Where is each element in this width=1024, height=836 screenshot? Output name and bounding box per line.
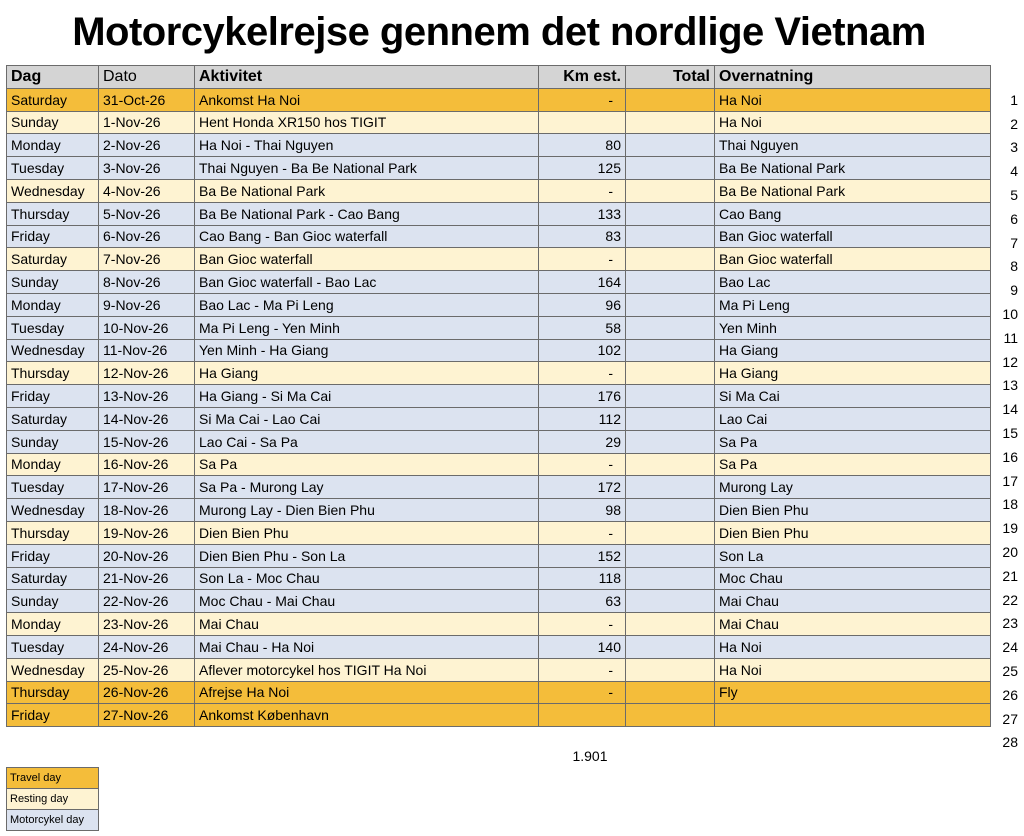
cell-total xyxy=(626,453,715,476)
cell-km: - xyxy=(539,362,626,385)
cell-aktivitet: Thai Nguyen - Ba Be National Park xyxy=(195,157,539,180)
cell-km: 112 xyxy=(539,407,626,430)
table-row xyxy=(7,202,991,225)
cell-dato: 10-Nov-26 xyxy=(99,316,195,339)
cell-dag: Monday xyxy=(7,134,99,157)
table-row xyxy=(7,111,991,134)
cell-aktivitet: Ha Giang xyxy=(195,362,539,385)
cell-total xyxy=(626,293,715,316)
table-row xyxy=(7,521,991,544)
cell-km: 164 xyxy=(539,271,626,294)
cell-km: 118 xyxy=(539,567,626,590)
cell-dato: 6-Nov-26 xyxy=(99,225,195,248)
cell-dag: Saturday xyxy=(7,567,99,590)
cell-dato: 18-Nov-26 xyxy=(99,499,195,522)
cell-aktivitet: Ankomst København xyxy=(195,704,539,727)
cell-dato: 19-Nov-26 xyxy=(99,521,195,544)
cell-dag: Tuesday xyxy=(7,157,99,180)
cell-km: 96 xyxy=(539,293,626,316)
cell-overnatning: Mai Chau xyxy=(715,590,991,613)
cell-dag: Saturday xyxy=(7,88,99,111)
row-number: 3 xyxy=(1010,139,1018,156)
cell-overnatning: Mai Chau xyxy=(715,613,991,636)
cell-km: - xyxy=(539,521,626,544)
cell-aktivitet: Moc Chau - Mai Chau xyxy=(195,590,539,613)
cell-overnatning: Lao Cai xyxy=(715,407,991,430)
cell-dato: 9-Nov-26 xyxy=(99,293,195,316)
legend-motorcykel-day: Motorcykel day xyxy=(7,810,99,831)
cell-km xyxy=(539,111,626,134)
cell-dag: Friday xyxy=(7,225,99,248)
cell-dato: 13-Nov-26 xyxy=(99,385,195,408)
table-row xyxy=(7,293,991,316)
cell-total xyxy=(626,613,715,636)
cell-dag: Monday xyxy=(7,453,99,476)
header-overnatning: Overnatning xyxy=(715,66,991,89)
row-number: 22 xyxy=(1002,591,1018,608)
row-number: 16 xyxy=(1002,448,1018,465)
cell-overnatning: Bao Lac xyxy=(715,271,991,294)
cell-aktivitet: Si Ma Cai - Lao Cai xyxy=(195,407,539,430)
cell-aktivitet: Ban Gioc waterfall - Bao Lac xyxy=(195,271,539,294)
cell-aktivitet: Mai Chau - Ha Noi xyxy=(195,635,539,658)
cell-overnatning: Ha Noi xyxy=(715,635,991,658)
table-row xyxy=(7,134,991,157)
row-number: 6 xyxy=(1010,210,1018,227)
cell-total xyxy=(626,362,715,385)
cell-km xyxy=(539,704,626,727)
cell-km: - xyxy=(539,88,626,111)
cell-dag: Thursday xyxy=(7,362,99,385)
cell-dag: Sunday xyxy=(7,271,99,294)
cell-dag: Sunday xyxy=(7,111,99,134)
cell-km: - xyxy=(539,179,626,202)
cell-total xyxy=(626,248,715,271)
table-row xyxy=(7,681,991,704)
cell-dato: 17-Nov-26 xyxy=(99,476,195,499)
table-row xyxy=(7,499,991,522)
cell-overnatning: Ba Be National Park xyxy=(715,157,991,180)
cell-overnatning: Ha Noi xyxy=(715,88,991,111)
cell-total xyxy=(626,430,715,453)
cell-aktivitet: Ankomst Ha Noi xyxy=(195,88,539,111)
cell-overnatning: Moc Chau xyxy=(715,567,991,590)
row-number: 28 xyxy=(1002,734,1018,751)
row-number: 26 xyxy=(1002,686,1018,703)
cell-overnatning: Ha Giang xyxy=(715,362,991,385)
cell-total xyxy=(626,111,715,134)
header-km: Km est. xyxy=(539,66,626,89)
table-row xyxy=(7,635,991,658)
cell-total xyxy=(626,704,715,727)
table-row xyxy=(7,179,991,202)
header-aktivitet: Aktivitet xyxy=(195,66,539,89)
table-row xyxy=(7,362,991,385)
cell-dato: 8-Nov-26 xyxy=(99,271,195,294)
cell-km: 58 xyxy=(539,316,626,339)
cell-aktivitet: Ha Giang - Si Ma Cai xyxy=(195,385,539,408)
table-row xyxy=(7,248,991,271)
cell-total xyxy=(626,521,715,544)
cell-dag: Friday xyxy=(7,385,99,408)
row-number: 19 xyxy=(1002,520,1018,537)
cell-dato: 15-Nov-26 xyxy=(99,430,195,453)
table-row xyxy=(7,704,991,727)
table-row xyxy=(7,385,991,408)
row-number: 17 xyxy=(1002,472,1018,489)
cell-km: - xyxy=(539,681,626,704)
cell-km: - xyxy=(539,613,626,636)
cell-aktivitet: Ha Noi - Thai Nguyen xyxy=(195,134,539,157)
row-number: 18 xyxy=(1002,496,1018,513)
row-number: 2 xyxy=(1010,115,1018,132)
cell-dag: Friday xyxy=(7,544,99,567)
row-number: 4 xyxy=(1010,163,1018,180)
cell-dag: Tuesday xyxy=(7,635,99,658)
legend-resting-day: Resting day xyxy=(7,789,99,810)
cell-km: 83 xyxy=(539,225,626,248)
cell-aktivitet: Sa Pa xyxy=(195,453,539,476)
cell-dag: Thursday xyxy=(7,521,99,544)
cell-dag: Thursday xyxy=(7,681,99,704)
cell-dato: 21-Nov-26 xyxy=(99,567,195,590)
cell-total xyxy=(626,544,715,567)
cell-dato: 1-Nov-26 xyxy=(99,111,195,134)
cell-overnatning: Murong Lay xyxy=(715,476,991,499)
cell-total xyxy=(626,316,715,339)
cell-total xyxy=(626,407,715,430)
table-row xyxy=(7,544,991,567)
table-row xyxy=(7,613,991,636)
cell-km: - xyxy=(539,248,626,271)
cell-overnatning: Yen Minh xyxy=(715,316,991,339)
cell-aktivitet: Yen Minh - Ha Giang xyxy=(195,339,539,362)
cell-dato: 20-Nov-26 xyxy=(99,544,195,567)
legend-travel-day: Travel day xyxy=(7,768,99,789)
cell-total xyxy=(626,499,715,522)
cell-km: 63 xyxy=(539,590,626,613)
cell-dag: Tuesday xyxy=(7,316,99,339)
cell-km: - xyxy=(539,453,626,476)
cell-km: 102 xyxy=(539,339,626,362)
cell-km: 125 xyxy=(539,157,626,180)
cell-aktivitet: Dien Bien Phu - Son La xyxy=(195,544,539,567)
header-dato: Dato xyxy=(99,66,195,89)
cell-dato: 25-Nov-26 xyxy=(99,658,195,681)
cell-dato: 12-Nov-26 xyxy=(99,362,195,385)
cell-dato: 3-Nov-26 xyxy=(99,157,195,180)
cell-km: 176 xyxy=(539,385,626,408)
cell-dag: Friday xyxy=(7,704,99,727)
cell-overnatning xyxy=(715,704,991,727)
header-total: Total xyxy=(626,66,715,89)
cell-km: 133 xyxy=(539,202,626,225)
cell-dato: 22-Nov-26 xyxy=(99,590,195,613)
cell-total xyxy=(626,339,715,362)
cell-km: - xyxy=(539,658,626,681)
cell-aktivitet: Mai Chau xyxy=(195,613,539,636)
cell-km: 98 xyxy=(539,499,626,522)
cell-total xyxy=(626,202,715,225)
cell-total xyxy=(626,681,715,704)
cell-aktivitet: Ban Gioc waterfall xyxy=(195,248,539,271)
cell-aktivitet: Ba Be National Park - Cao Bang xyxy=(195,202,539,225)
cell-dato: 23-Nov-26 xyxy=(99,613,195,636)
cell-km: 29 xyxy=(539,430,626,453)
cell-dag: Thursday xyxy=(7,202,99,225)
cell-aktivitet: Son La - Moc Chau xyxy=(195,567,539,590)
row-number: 10 xyxy=(1002,306,1018,322)
table-row xyxy=(7,407,991,430)
row-number: 7 xyxy=(1010,234,1018,251)
table-row xyxy=(7,271,991,294)
cell-aktivitet: Dien Bien Phu xyxy=(195,521,539,544)
row-number: 21 xyxy=(1002,567,1018,584)
header-row xyxy=(7,66,991,89)
table-row xyxy=(7,430,991,453)
cell-total xyxy=(626,658,715,681)
cell-overnatning: Ban Gioc waterfall xyxy=(715,248,991,271)
cell-dato: 14-Nov-26 xyxy=(99,407,195,430)
cell-dato: 26-Nov-26 xyxy=(99,681,195,704)
cell-dato: 16-Nov-26 xyxy=(99,453,195,476)
table-row xyxy=(7,658,991,681)
cell-overnatning: Sa Pa xyxy=(715,430,991,453)
cell-aktivitet: Bao Lac - Ma Pi Leng xyxy=(195,293,539,316)
table-row xyxy=(7,225,991,248)
schedule-table xyxy=(6,65,991,727)
cell-total xyxy=(626,88,715,111)
cell-aktivitet: Hent Honda XR150 hos TIGIT xyxy=(195,111,539,134)
table-row xyxy=(7,567,991,590)
row-number: 25 xyxy=(1002,663,1018,679)
cell-overnatning: Fly xyxy=(715,681,991,704)
cell-aktivitet: Sa Pa - Murong Lay xyxy=(195,476,539,499)
cell-dag: Sunday xyxy=(7,590,99,613)
table-row xyxy=(7,316,991,339)
cell-dag: Saturday xyxy=(7,248,99,271)
cell-km: 140 xyxy=(539,635,626,658)
row-number: 12 xyxy=(1002,353,1018,370)
row-number: 11 xyxy=(1003,329,1018,346)
cell-dag: Saturday xyxy=(7,407,99,430)
table-row xyxy=(7,339,991,362)
cell-dag: Monday xyxy=(7,293,99,316)
legend xyxy=(6,767,99,831)
cell-dato: 11-Nov-26 xyxy=(99,339,195,362)
cell-dag: Wednesday xyxy=(7,179,99,202)
table-row xyxy=(7,157,991,180)
cell-aktivitet: Ba Be National Park xyxy=(195,179,539,202)
cell-km: 80 xyxy=(539,134,626,157)
row-number: 5 xyxy=(1010,187,1018,203)
total-km: 1.901 xyxy=(572,748,608,764)
row-number: 9 xyxy=(1010,282,1018,299)
cell-dato: 27-Nov-26 xyxy=(99,704,195,727)
row-number: 8 xyxy=(1010,258,1018,275)
cell-total xyxy=(626,590,715,613)
cell-dag: Monday xyxy=(7,613,99,636)
row-number: 23 xyxy=(1002,615,1018,632)
cell-aktivitet: Ma Pi Leng - Yen Minh xyxy=(195,316,539,339)
cell-overnatning: Son La xyxy=(715,544,991,567)
cell-aktivitet: Aflever motorcykel hos TIGIT Ha Noi xyxy=(195,658,539,681)
row-number: 24 xyxy=(1002,639,1018,656)
cell-overnatning: Ha Noi xyxy=(715,658,991,681)
cell-total xyxy=(626,157,715,180)
cell-total xyxy=(626,385,715,408)
table-row xyxy=(7,453,991,476)
cell-total xyxy=(626,271,715,294)
cell-overnatning: Ba Be National Park xyxy=(715,179,991,202)
cell-aktivitet: Afrejse Ha Noi xyxy=(195,681,539,704)
cell-dag: Wednesday xyxy=(7,499,99,522)
cell-dag: Sunday xyxy=(7,430,99,453)
cell-overnatning: Si Ma Cai xyxy=(715,385,991,408)
cell-total xyxy=(626,134,715,157)
cell-dato: 5-Nov-26 xyxy=(99,202,195,225)
row-number: 13 xyxy=(1002,377,1018,394)
schedule-rows xyxy=(7,88,991,726)
row-number: 14 xyxy=(1002,401,1018,418)
cell-dag: Wednesday xyxy=(7,658,99,681)
table-row xyxy=(7,590,991,613)
cell-dato: 7-Nov-26 xyxy=(99,248,195,271)
cell-dato: 24-Nov-26 xyxy=(99,635,195,658)
cell-overnatning: Dien Bien Phu xyxy=(715,499,991,522)
cell-aktivitet: Cao Bang - Ban Gioc waterfall xyxy=(195,225,539,248)
cell-dag: Wednesday xyxy=(7,339,99,362)
cell-dag: Tuesday xyxy=(7,476,99,499)
cell-overnatning: Sa Pa xyxy=(715,453,991,476)
page-title: Motorcykelrejse gennem det nordlige Vietnam xyxy=(72,10,926,54)
cell-total xyxy=(626,225,715,248)
table-row xyxy=(7,476,991,499)
row-number: 15 xyxy=(1002,425,1018,441)
cell-overnatning: Thai Nguyen xyxy=(715,134,991,157)
cell-overnatning: Ma Pi Leng xyxy=(715,293,991,316)
cell-total xyxy=(626,635,715,658)
cell-aktivitet: Murong Lay - Dien Bien Phu xyxy=(195,499,539,522)
cell-aktivitet: Lao Cai - Sa Pa xyxy=(195,430,539,453)
cell-overnatning: Ha Giang xyxy=(715,339,991,362)
row-number: 27 xyxy=(1002,710,1018,727)
row-number: 20 xyxy=(1002,544,1018,560)
cell-dato: 31-Oct-26 xyxy=(99,88,195,111)
cell-total xyxy=(626,567,715,590)
row-number: 1 xyxy=(1010,91,1018,108)
cell-overnatning: Cao Bang xyxy=(715,202,991,225)
table-row xyxy=(7,88,991,111)
cell-km: 172 xyxy=(539,476,626,499)
cell-dato: 2-Nov-26 xyxy=(99,134,195,157)
cell-total xyxy=(626,476,715,499)
cell-overnatning: Ban Gioc waterfall xyxy=(715,225,991,248)
header-dag: Dag xyxy=(7,66,99,89)
cell-dato: 4-Nov-26 xyxy=(99,179,195,202)
cell-km: 152 xyxy=(539,544,626,567)
cell-total xyxy=(626,179,715,202)
cell-overnatning: Ha Noi xyxy=(715,111,991,134)
cell-overnatning: Dien Bien Phu xyxy=(715,521,991,544)
